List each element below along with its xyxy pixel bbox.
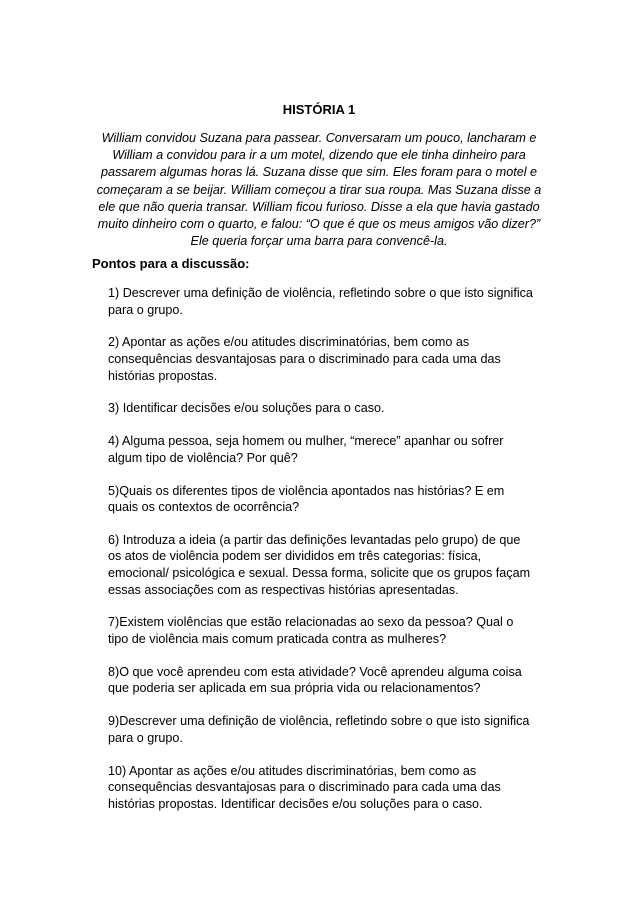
story-line: começaram a se beijar. William começou a tirar sua roupa. Mas Suzana disse a bbox=[96, 182, 542, 197]
discussion-point-line: 7)Existem violências que estão relacionadas ao sexo da pessoa? Qual o bbox=[108, 615, 514, 630]
discussion-point-line: consequências desvantajosas para o discriminado para cada uma das bbox=[108, 351, 501, 366]
discussion-heading: Pontos para a discussão: bbox=[92, 256, 250, 271]
discussion-point-line: 4) Alguma pessoa, seja homem ou mulher, “merece” apanhar ou sofrer bbox=[108, 434, 504, 449]
discussion-point-line: histórias propostas. bbox=[108, 368, 218, 383]
story-title: HISTÓRIA 1 bbox=[282, 102, 356, 117]
discussion-point bbox=[108, 614, 558, 647]
discussion-point bbox=[108, 532, 558, 598]
discussion-point-line: histórias propostas. Identificar decisões e/ou soluções para o caso. bbox=[108, 796, 483, 811]
discussion-point-line: para o grupo. bbox=[108, 302, 183, 317]
discussion-point-line: 6) Introduza a ideia (a partir das definições levantadas pelo grupo) de que bbox=[108, 532, 521, 547]
discussion-point-line: 8)O que você aprendeu com esta atividade? Você aprendeu alguma coisa bbox=[108, 664, 522, 679]
story-line: passarem algumas horas lá. Suzana disse que sim. Eles foram para o motel e bbox=[100, 165, 538, 180]
discussion-point-line: os atos de violência podem ser divididos em três categorias: física, bbox=[108, 549, 482, 564]
story-line: muito dinheiro com o quarto, e falou: “O que é que os meus amigos vão dizer?” bbox=[97, 217, 541, 232]
discussion-point bbox=[108, 713, 558, 746]
discussion-point-line: algum tipo de violência? Por quê? bbox=[108, 450, 298, 465]
discussion-point-line: essas associações com as respectivas histórias apresentadas. bbox=[108, 582, 459, 597]
discussion-point bbox=[108, 433, 558, 466]
discussion-point-line: 10) Apontar as ações e/ou atitudes discriminatórias, bem como as bbox=[108, 763, 477, 778]
discussion-point bbox=[108, 664, 558, 697]
discussion-point-line: tipo de violência mais comum praticada contra as mulheres? bbox=[108, 632, 447, 647]
discussion-point-line: que poderia ser aplicada em sua própria vida ou relacionamentos? bbox=[108, 681, 481, 696]
discussion-point bbox=[108, 483, 558, 516]
discussion-point bbox=[108, 763, 558, 813]
story-line: William a convidou para ir a um motel, dizendo que ele tinha dinheiro para bbox=[112, 148, 526, 163]
discussion-point-line: consequências desvantajosas para o discriminado para cada uma das bbox=[108, 780, 501, 795]
discussion-point-line: 1) Descrever uma definição de violência, refletindo sobre o que isto significa bbox=[108, 286, 533, 300]
discussion-point bbox=[108, 334, 558, 384]
discussion-points-list bbox=[108, 285, 558, 829]
discussion-point-line: 2) Apontar as ações e/ou atitudes discriminatórias, bem como as bbox=[108, 335, 470, 350]
discussion-point-line: 5)Quais os diferentes tipos de violência apontados nas histórias? E em bbox=[108, 483, 505, 498]
discussion-point bbox=[108, 400, 558, 417]
discussion-point-line: 3) Identificar decisões e/ou soluções para o caso. bbox=[108, 401, 385, 416]
discussion-point bbox=[108, 285, 558, 318]
discussion-point-line: para o grupo. bbox=[108, 730, 183, 745]
story-line: William convidou Suzana para passear. Conversaram um pouco, lancharam e bbox=[101, 131, 537, 145]
discussion-point-line: quais os contextos de ocorrência? bbox=[108, 500, 300, 515]
story-line: ele que não queria transar. William ficou furioso. Disse a ela que havia gastado bbox=[98, 199, 540, 214]
story-text bbox=[90, 130, 548, 250]
story-line: Ele queria forçar uma barra para convencê-la. bbox=[190, 234, 448, 249]
discussion-point-line: 9)Descrever uma definição de violência, refletindo sobre o que isto significa bbox=[108, 714, 530, 729]
discussion-point-line: emocional/ psicológica e sexual. Dessa forma, solicite que os grupos façam bbox=[108, 566, 531, 581]
